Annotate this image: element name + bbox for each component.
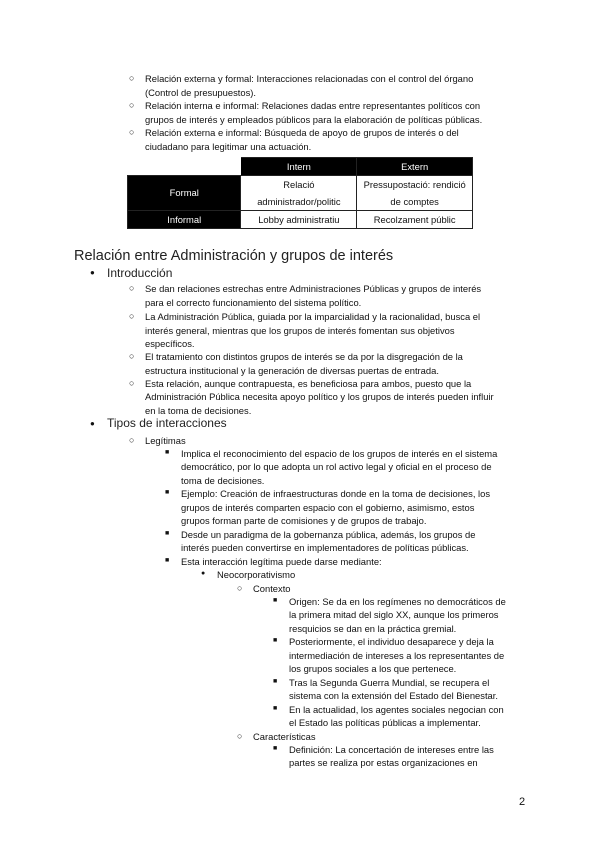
top-item-1-line-2: (Control de presupuestos). [145,87,256,98]
square-bullet-icon: ■ [165,449,170,456]
table-row [128,176,473,194]
square-bullet-icon: ■ [273,678,278,685]
table-cell: Pressupostació: rendició [357,176,473,194]
square-bullet-icon: ■ [273,745,278,752]
tipos-item-2-line-2: grupos de interés comparten espacio con el gobierno, asimismo, estos [181,502,475,513]
table-cell: administrador/politic [241,193,357,211]
top-item-2-line-1: Relación interna e informal: Relaciones dadas entre representantes políticos con [145,100,481,111]
intro-item-3-line-1: El tratamiento con distintos grupos de interés se da por la disgregación de la [145,351,463,362]
tipos-item-1-line-2: democrático, por lo que adopta un rol activo legal y oficial en el proceso de [181,461,492,472]
legitimas-label: Legítimas [145,435,186,446]
top-item-1-line-1: Relación externa y formal: Interacciones relacionadas con el control del órgano [145,73,474,84]
square-bullet-icon: ■ [165,530,170,537]
table-header-extern: Extern [357,158,473,176]
intro-item-2-line-3: específicos. [145,338,195,349]
filled-bullet-icon: ● [90,419,95,428]
table-header-intern: Intern [241,158,357,176]
table-header-empty [128,158,241,176]
table-row-label-formal: Formal [128,176,241,211]
square-bullet-icon: ■ [165,489,170,496]
page-number: 2 [519,796,526,808]
hollow-bullet-icon: ○ [237,583,243,593]
table-row-label-informal: Informal [128,211,241,229]
hollow-bullet-icon: ○ [129,351,135,361]
hollow-bullet-icon: ○ [237,731,243,741]
intro-item-2-line-1: La Administración Pública, guiada por la imparcialidad y la racionalidad, busca el [145,311,481,322]
hollow-bullet-icon: ○ [129,73,135,83]
top-item-2-line-2: grupos de interés y empleados públicos para la elaboración de políticas públicas. [145,114,483,125]
square-bullet-icon: ■ [273,705,278,712]
hollow-bullet-icon: ○ [129,283,135,293]
neocorporativismo-label: Neocorporativismo [217,569,296,580]
tipos-item-1-line-1: Implica el reconocimiento del espacio de los grupos de interés en el sistema [181,448,498,459]
square-bullet-icon: ■ [273,597,278,604]
square-bullet-icon: ■ [165,557,170,564]
table-row [128,211,473,229]
contexto-item-4-line-1: En la actualidad, los agentes sociales negocian con [289,704,504,715]
contexto-item-3-line-1: Tras la Segunda Guerra Mundial, se recupera el [289,677,490,688]
tipos-item-2-line-3: grupos forman parte de comisiones y de grupos de trabajo. [181,515,427,526]
contexto-item-1-line-1: Origen: Se da en los regímenes no democráticos de [289,596,506,607]
intro-item-3-line-2: estructura institucional y la generación de diversas puertas de entrada. [145,365,439,376]
filled-bullet-icon: ● [201,570,206,577]
square-bullet-icon: ■ [273,637,278,644]
filled-bullet-icon: ● [90,268,95,277]
intro-item-2-line-2: interés general, mientras que los grupos de interés fomentan sus objetivos [145,325,455,336]
intro-item-1-line-1: Se dan relaciones estrechas entre Administraciones Públicas y grupos de interés [145,283,482,294]
contexto-item-4-line-2: el Estado las políticas públicas a implementar. [289,717,481,728]
section-title: Relación entre Administración y grupos de interés [74,248,394,264]
table-header-row [128,158,473,176]
contexto-item-3-line-2: sistema con la extensión del Estado del Bienestar. [289,690,498,701]
contexto-item-1-line-3: resquicios se dan en la práctica gremial. [289,623,457,634]
tipos-item-1-line-3: toma de decisiones. [181,475,265,486]
table-cell: Recolzament públic [357,211,473,229]
tipos-heading: Tipos de interacciones [107,416,227,430]
intro-item-4-line-3: en la toma de decisiones. [145,405,252,416]
caract-item-1-line-2: partes se realiza por estas organizaciones en [289,757,478,768]
hollow-bullet-icon: ○ [129,378,135,388]
contexto-item-2-line-1: Posteriormente, el individuo desaparece y deja la [289,636,494,647]
table-cell: Relació [241,176,357,194]
contexto-item-2-line-2: intermediación de intereses a los representantes de [289,650,505,661]
intro-item-1-line-2: para el correcto funcionamiento del sistema político. [145,297,362,308]
hollow-bullet-icon: ○ [129,127,135,137]
hollow-bullet-icon: ○ [129,435,135,445]
contexto-label: Contexto [253,583,291,594]
tipos-item-2-line-1: Ejemplo: Creación de infraestructuras donde en la toma de decisiones, los [181,488,491,499]
table-cell: Lobby administratiu [241,211,357,229]
intro-heading: Introducción [107,266,173,280]
contexto-item-2-line-3: los grupos sociales a los que pertenece. [289,663,457,674]
relations-table [127,157,473,229]
top-item-3-line-2: ciudadano para legitimar una actuación. [145,141,312,152]
intro-item-4-line-1: Esta relación, aunque contrapuesta, es beneficiosa para ambos, puesto que la [145,378,472,389]
tipos-item-4-line-1: Esta interacción legítima puede darse mediante: [181,556,382,567]
contexto-item-1-line-2: la primera mitad del siglo XX, aunque los primeros [289,609,499,620]
tipos-item-3-line-2: interés pueden convertirse en implementadores de políticas públicas. [181,542,469,553]
top-item-3-line-1: Relación externa e informal: Búsqueda de apoyo de grupos de interés o del [145,127,459,138]
table-cell: de comptes [357,193,473,211]
hollow-bullet-icon: ○ [129,311,135,321]
caracteristicas-label: Características [253,731,316,742]
intro-item-4-line-2: Administración Pública necesita apoyo político y los grupos de interés pueden influir [145,391,494,402]
hollow-bullet-icon: ○ [129,100,135,110]
tipos-item-3-line-1: Desde un paradigma de la gobernanza pública, además, los grupos de [181,529,476,540]
caract-item-1-line-1: Definición: La concertación de intereses entre las [289,744,494,755]
